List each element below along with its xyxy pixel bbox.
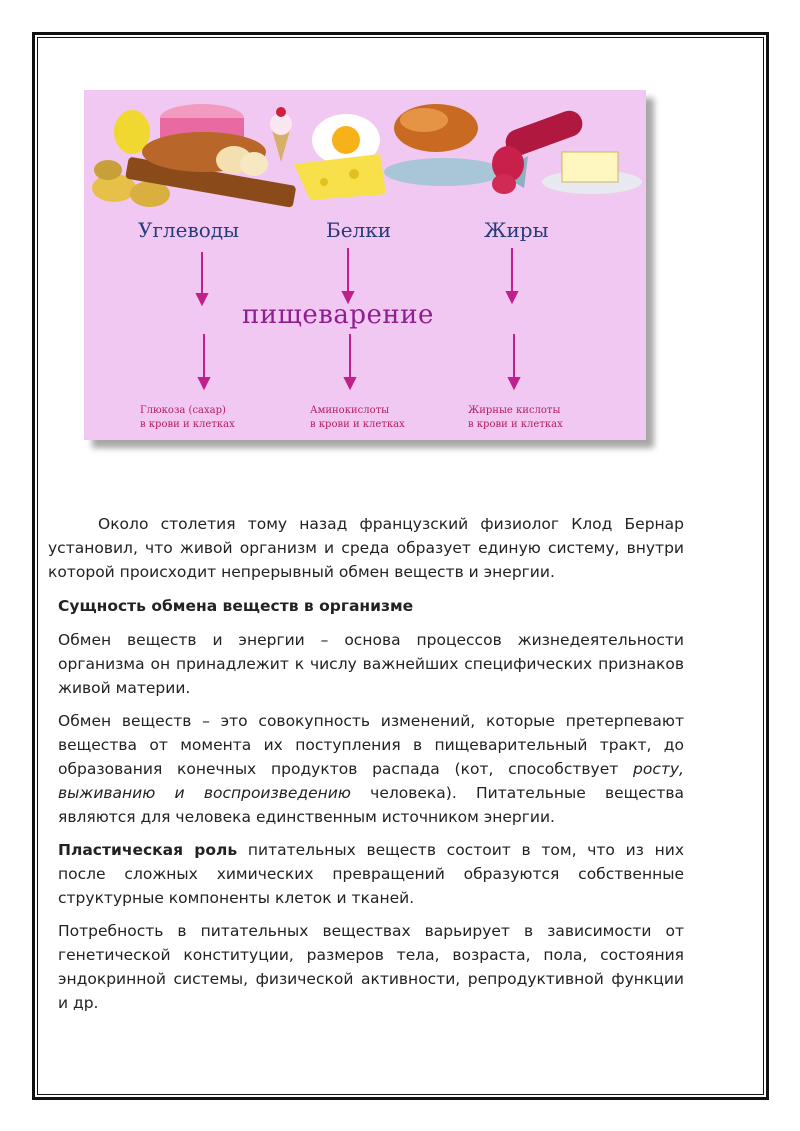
category-proteins: Белки — [326, 218, 392, 242]
paragraph-plastic-role — [58, 838, 684, 910]
category-fats: Жиры — [484, 218, 549, 242]
product-fatty-acids — [468, 404, 563, 432]
p4-text: питательных веществ состоит в том, что из них после сложных химических превращений образуются собственные структурные компоненты клеток и тканей. — [58, 841, 684, 907]
intro-paragraph: Около столетия тому назад французский физиолог Клод Бернар установил, что живой организм и среда образует единую систему, внутри которой происходит непрерывный обмен веществ и энергии. — [48, 515, 684, 581]
product-fatty-line2: в крови и клетках — [468, 419, 563, 430]
food-and-arrows-drawing — [84, 90, 646, 440]
paragraph-metabolism-basis: Обмен веществ и энергии – основа процессов жизнедеятельности организма он принадлежит к числу важнейших специфических признаков живой материи. — [58, 631, 684, 697]
digestion-illustration — [84, 90, 646, 440]
product-glucose-line2: в крови и клетках — [140, 419, 235, 430]
product-glucose — [140, 404, 235, 432]
product-amino-line2: в крови и клетках — [310, 419, 405, 430]
product-amino-acids — [310, 404, 405, 432]
paragraph-metabolism-definition — [58, 709, 684, 829]
p3-text-a: Обмен веществ – это совокупность изменений, которые претерпевают вещества от момента их поступления в пищеварительный тракт, до образования конечных продуктов распада (кот, способствует — [58, 712, 684, 778]
p3-italic: росту, выживанию и воспроизведению — [58, 760, 684, 802]
section-heading: Сущность обмена веществ в организме — [58, 597, 414, 615]
category-carbohydrates: Углеводы — [138, 218, 240, 242]
p4-bold: Пластическая роль — [58, 841, 238, 859]
digestion-label: пищеварение — [242, 300, 434, 330]
p3-text-b: человека). Питательные вещества являются для человека единственным источником энергии. — [58, 784, 684, 826]
product-glucose-line1: Глюкоза (сахар) — [140, 405, 226, 416]
paragraph-nutrient-needs: Потребность в питательных веществах варьирует в зависимости от генетической конституции, размеров тела, возраста, пола, состояния эндокринной системы, физической активности, репродуктивной функции и др. — [58, 922, 684, 1012]
product-amino-line1: Аминокислоты — [310, 405, 390, 416]
product-fatty-line1: Жирные кислоты — [468, 405, 561, 416]
